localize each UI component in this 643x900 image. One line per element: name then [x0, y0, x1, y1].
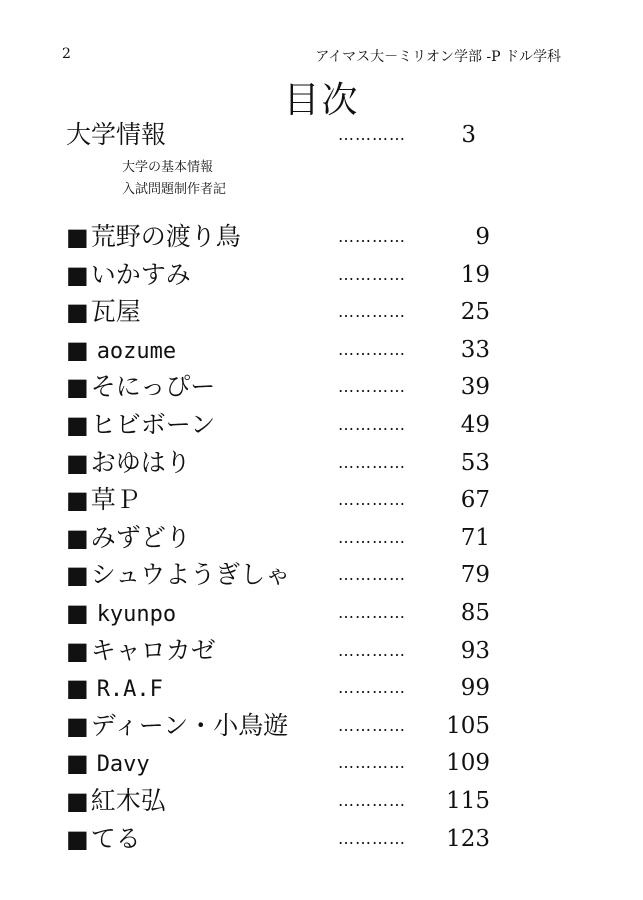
square-bullet-icon: ■: [66, 523, 89, 552]
toc-page-number: 115: [446, 788, 490, 814]
toc-leader-dots: …………: [338, 339, 406, 359]
toc-entry-text: R.A.F: [96, 677, 163, 703]
toc-entry-text: てる: [90, 823, 141, 853]
toc-page-number: 123: [446, 825, 490, 852]
toc-page-number: 85: [460, 600, 490, 626]
page-number: 2: [62, 46, 71, 62]
toc-subitem: 大学の基本情報: [122, 160, 214, 175]
toc-entry-text: 荒野の渡り鳥: [90, 222, 241, 251]
toc-entry-text: ディーン・小鳥遊: [90, 710, 289, 740]
toc-entry-label: [66, 446, 191, 480]
toc-page-number: 93: [460, 637, 490, 664]
toc-entry-text: シュウようぎしゃ: [90, 560, 291, 590]
toc-entry[interactable]: [66, 709, 490, 743]
toc-entry[interactable]: [66, 784, 490, 818]
toc-entry-label: 大学情報: [66, 120, 167, 149]
toc-entry[interactable]: [66, 746, 490, 780]
toc-page-number: 3: [461, 122, 476, 148]
square-bullet-icon: ■: [66, 711, 89, 740]
toc-entry[interactable]: [66, 258, 490, 292]
toc-entry-label: [66, 596, 176, 632]
toc-entry-text: 草Ｐ: [90, 485, 141, 515]
toc-leader-dots: …………: [338, 415, 406, 434]
square-bullet-icon: ■: [66, 636, 89, 665]
toc-entry-text: 瓦屋: [90, 297, 141, 327]
toc-entry-label: [66, 295, 141, 329]
toc-page-number: 49: [460, 412, 490, 438]
toc-leader-dots: …………: [338, 302, 406, 322]
toc-subitem: 入試問題制作者記: [122, 182, 227, 197]
toc-leader-dots: …………: [338, 377, 406, 397]
square-bullet-icon: ■: [66, 824, 89, 853]
square-bullet-icon: ■: [66, 260, 89, 289]
toc-entry-text: kyunpo: [96, 602, 177, 627]
toc-entry-label: [66, 784, 166, 818]
toc-leader-dots: …………: [338, 753, 406, 773]
toc-leader-dots: …………: [338, 640, 406, 660]
toc-entry-label: [66, 220, 241, 254]
toc-leader-dots: …………: [338, 603, 406, 622]
square-bullet-icon: ■: [66, 486, 89, 515]
toc-page-number: 9: [475, 224, 490, 250]
toc-leader-dots: …………: [338, 715, 406, 735]
toc-page-number: 79: [460, 562, 490, 589]
toc-entry[interactable]: [66, 220, 490, 254]
square-bullet-icon: ■: [66, 448, 89, 477]
toc-entry[interactable]: [66, 408, 490, 442]
toc-entry-label: [66, 521, 191, 555]
toc-page-number: 105: [446, 712, 490, 739]
running-header: アイマス大－ミリオン学部 -P ドル学科: [315, 49, 561, 65]
toc-entry-label: [66, 370, 215, 404]
toc-entry-text: いかすみ: [90, 259, 191, 289]
toc-entry-text: そにっぴー: [90, 372, 216, 402]
toc-page-number: 39: [460, 374, 490, 401]
toc-entry-label: [66, 634, 216, 668]
toc-leader-dots: …………: [338, 791, 406, 810]
toc-entry[interactable]: [66, 333, 490, 367]
toc-page-number: 71: [460, 524, 490, 551]
toc-entry-intro[interactable]: [66, 118, 490, 152]
toc-page-number: 109: [446, 750, 490, 777]
toc-entry-label: [66, 746, 150, 782]
toc-leader-dots: …………: [338, 527, 406, 547]
toc-entry-text: キャロカゼ: [90, 635, 216, 665]
square-bullet-icon: ■: [66, 749, 89, 778]
square-bullet-icon: ■: [66, 298, 89, 327]
toc-entry[interactable]: [66, 521, 490, 555]
square-bullet-icon: ■: [66, 223, 89, 251]
toc-page-number: 25: [460, 299, 490, 326]
toc-entry[interactable]: [66, 483, 490, 517]
square-bullet-icon: ■: [66, 411, 89, 439]
toc-entry[interactable]: [66, 295, 490, 329]
toc-entry-label: [66, 822, 141, 856]
toc-entry-label: [66, 709, 288, 743]
toc-leader-dots: …………: [338, 678, 406, 698]
toc-entry-label: [66, 408, 215, 442]
toc-entry-text: おゆはり: [90, 447, 191, 477]
square-bullet-icon: ■: [66, 335, 89, 364]
toc-leader-dots: …………: [338, 490, 406, 510]
toc-leader-dots: …………: [338, 452, 406, 472]
toc-entry[interactable]: [66, 558, 490, 592]
toc-page-number: 19: [460, 261, 490, 288]
toc-entry[interactable]: [66, 370, 490, 404]
toc-entry-label: [66, 671, 163, 707]
toc-entry-text: Davy: [96, 752, 150, 778]
toc-leader-dots: …………: [338, 264, 406, 284]
toc-entry[interactable]: [66, 822, 490, 856]
toc-leader-dots: …………: [338, 565, 406, 585]
toc-entry-label: [66, 333, 176, 369]
page-title: 目次: [283, 80, 360, 121]
square-bullet-icon: ■: [66, 373, 89, 402]
toc-entry[interactable]: [66, 446, 490, 480]
toc-entry-text: aozume: [96, 338, 177, 364]
toc-entry-text: ヒビボーン: [90, 410, 216, 439]
toc-leader-dots: …………: [338, 227, 406, 246]
toc-entry[interactable]: [66, 671, 490, 705]
toc-leader-dots: …………: [338, 125, 406, 144]
toc-entry-text: みずどり: [90, 522, 191, 552]
toc-entry-label: [66, 483, 141, 517]
toc-entry[interactable]: [66, 634, 490, 668]
toc-page-number: 53: [460, 449, 490, 476]
toc-page-number: 67: [460, 487, 490, 514]
toc-page-number: 99: [460, 675, 490, 702]
toc-page-number: 33: [460, 336, 490, 363]
toc-entry-text: 紅木弘: [90, 786, 166, 815]
square-bullet-icon: ■: [66, 561, 89, 590]
toc-entry-label: [66, 558, 290, 592]
toc-entry[interactable]: [66, 596, 490, 630]
square-bullet-icon: ■: [66, 787, 89, 815]
square-bullet-icon: ■: [66, 674, 89, 703]
toc-entry-label: [66, 258, 191, 292]
toc-leader-dots: …………: [338, 828, 406, 848]
square-bullet-icon: ■: [66, 599, 89, 627]
